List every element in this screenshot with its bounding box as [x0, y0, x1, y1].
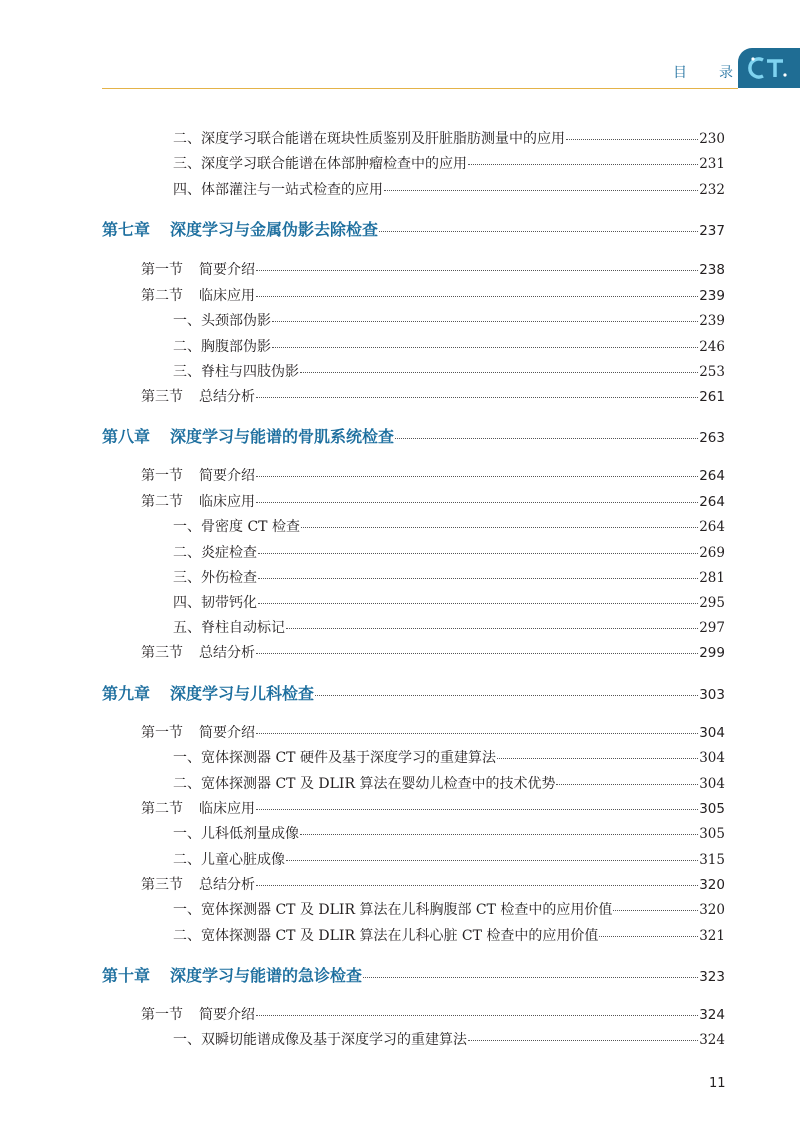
- toc-item-row[interactable]: [173, 336, 725, 356]
- ct-logo-icon: [747, 55, 791, 81]
- dot-leader: [272, 347, 698, 348]
- section-number: 第二节: [141, 288, 183, 304]
- item-title: 二、炎症检查: [173, 545, 257, 561]
- toc-item-row[interactable]: [173, 128, 725, 148]
- dot-leader: [613, 910, 698, 911]
- section-title: 临床应用: [199, 494, 255, 510]
- dot-leader: [256, 397, 698, 398]
- header-title-char: 目: [673, 65, 687, 81]
- header-title-char: 录: [719, 65, 733, 81]
- toc-section-row[interactable]: [141, 1004, 725, 1024]
- toc-item-row[interactable]: [173, 516, 725, 536]
- header-title: [673, 62, 733, 82]
- toc-section-row[interactable]: [141, 642, 725, 662]
- item-title: 一、儿科低剂量成像: [173, 826, 299, 842]
- item-title: 三、深度学习联合能谱在体部肿瘤检查中的应用: [173, 156, 467, 172]
- toc-page-number: 264: [699, 519, 725, 535]
- dot-leader: [384, 190, 698, 191]
- dot-leader: [258, 578, 698, 579]
- item-title: 二、深度学习联合能谱在斑块性质鉴别及肝脏脂肪测量中的应用: [173, 131, 565, 147]
- toc-page-number: 231: [699, 156, 725, 172]
- section-number: 第三节: [141, 389, 183, 405]
- toc-page-number: 281: [699, 570, 725, 586]
- dot-leader: [256, 296, 698, 297]
- chapter-number: 第九章: [102, 684, 151, 703]
- item-title: 四、韧带钙化: [173, 595, 257, 611]
- toc-section-row[interactable]: [141, 259, 725, 279]
- section-title: 简要介绍: [199, 725, 255, 741]
- dot-leader: [272, 321, 698, 322]
- section-title: 简要介绍: [199, 262, 255, 278]
- dot-leader: [256, 733, 698, 734]
- dot-leader: [556, 784, 698, 785]
- dot-leader: [300, 834, 698, 835]
- toc-section-row[interactable]: [141, 722, 725, 742]
- toc-page-number: 323: [699, 969, 725, 985]
- chapter-number: 第七章: [102, 220, 151, 239]
- section-number: 第一节: [141, 262, 183, 278]
- toc-item-row[interactable]: [173, 1029, 725, 1049]
- section-title: 临床应用: [199, 801, 255, 817]
- chapter-number: 第八章: [102, 427, 151, 446]
- toc-page-number: 238: [699, 262, 725, 278]
- chapter-number: 第十章: [102, 966, 151, 985]
- toc-item-row[interactable]: [173, 823, 725, 843]
- item-title: 二、宽体探测器 CT 及 DLIR 算法在婴幼儿检查中的技术优势: [173, 776, 556, 792]
- dot-leader: [599, 936, 698, 937]
- dot-leader: [301, 527, 698, 528]
- toc-section-row[interactable]: [141, 491, 725, 511]
- toc-item-row[interactable]: [173, 179, 725, 199]
- toc-page-number: 239: [699, 288, 725, 304]
- section-number: 第一节: [141, 468, 183, 484]
- section-title: 简要介绍: [199, 468, 255, 484]
- item-title: 一、头颈部伪影: [173, 313, 271, 329]
- toc-page-number: 321: [699, 928, 725, 944]
- toc-section-row[interactable]: [141, 798, 725, 818]
- toc-page-number: 264: [699, 468, 725, 484]
- section-title: 总结分析: [199, 645, 255, 661]
- toc-section-row[interactable]: [141, 285, 725, 305]
- toc-page-number: 324: [699, 1032, 725, 1048]
- section-title: 总结分析: [199, 389, 255, 405]
- toc-item-row[interactable]: [173, 567, 725, 587]
- toc-chapter-row[interactable]: [102, 963, 725, 986]
- toc-page-number: 324: [699, 1007, 725, 1023]
- chapter-title: 深度学习与金属伪影去除检查: [170, 220, 379, 239]
- header-rule: [102, 88, 738, 89]
- dot-leader: [256, 502, 698, 503]
- item-title: 一、宽体探测器 CT 硬件及基于深度学习的重建算法: [173, 750, 496, 766]
- toc-page-number: 239: [699, 313, 725, 329]
- toc-page-number: 269: [699, 545, 725, 561]
- dot-leader: [256, 476, 698, 477]
- toc-page-number: 237: [699, 223, 725, 239]
- toc-page-number: 295: [699, 595, 725, 611]
- dot-leader: [258, 603, 698, 604]
- item-title: 二、胸腹部伪影: [173, 339, 271, 355]
- dot-leader: [256, 653, 698, 654]
- section-title: 简要介绍: [199, 1007, 255, 1023]
- chapter-title: 深度学习与儿科检查: [170, 684, 315, 703]
- item-title: 一、骨密度 CT 检查: [173, 519, 300, 535]
- toc-section-row[interactable]: [141, 874, 725, 894]
- dot-leader: [379, 231, 698, 232]
- dot-leader: [258, 553, 698, 554]
- toc-chapter-row[interactable]: [102, 424, 725, 447]
- toc-item-row[interactable]: [173, 592, 725, 612]
- item-title: 五、脊柱自动标记: [173, 620, 285, 636]
- toc-item-row[interactable]: [173, 361, 725, 381]
- page-number: 11: [709, 1076, 726, 1091]
- dot-leader: [256, 809, 698, 810]
- toc-chapter-row[interactable]: [102, 217, 725, 240]
- toc-page-number: 299: [699, 645, 725, 661]
- dot-leader: [256, 1015, 698, 1016]
- toc-page-number: 261: [699, 389, 725, 405]
- toc-item-row[interactable]: [173, 925, 725, 945]
- toc-page-number: 304: [699, 750, 725, 766]
- dot-leader: [468, 164, 698, 165]
- section-title: 临床应用: [199, 288, 255, 304]
- dot-leader: [300, 372, 698, 373]
- toc-page-number: 297: [699, 620, 725, 636]
- toc-page-number: 230: [699, 131, 725, 147]
- toc-page-number: 304: [699, 776, 725, 792]
- toc-page-number: 253: [699, 364, 725, 380]
- toc-page-number: 263: [699, 430, 725, 446]
- toc-page-number: 304: [699, 725, 725, 741]
- section-number: 第二节: [141, 801, 183, 817]
- item-title: 二、宽体探测器 CT 及 DLIR 算法在儿科心脏 CT 检查中的应用价值: [173, 928, 599, 944]
- toc-item-row[interactable]: [173, 617, 725, 637]
- item-title: 二、儿童心脏成像: [173, 852, 285, 868]
- dot-leader: [286, 860, 698, 861]
- toc-page-number: 305: [699, 801, 725, 817]
- chapter-title: 深度学习与能谱的急诊检查: [170, 966, 363, 985]
- toc-item-row[interactable]: [173, 747, 725, 767]
- dot-leader: [395, 438, 698, 439]
- dot-leader: [286, 628, 698, 629]
- section-number: 第一节: [141, 1007, 183, 1023]
- section-number: 第二节: [141, 494, 183, 510]
- dot-leader: [566, 139, 698, 140]
- toc-page-number: 315: [699, 852, 725, 868]
- dot-leader: [497, 758, 698, 759]
- toc-page-number: 305: [699, 826, 725, 842]
- section-number: 第一节: [141, 725, 183, 741]
- toc-page-number: 246: [699, 339, 725, 355]
- item-title: 一、双瞬切能谱成像及基于深度学习的重建算法: [173, 1032, 467, 1048]
- toc-item-row[interactable]: [173, 153, 725, 173]
- dot-leader: [256, 270, 698, 271]
- toc-section-row[interactable]: [141, 386, 725, 406]
- chapter-title: 深度学习与能谱的骨肌系统检查: [170, 427, 395, 446]
- dot-leader: [315, 695, 698, 696]
- toc-page-number: 320: [699, 877, 725, 893]
- toc-item-row[interactable]: [173, 773, 725, 793]
- toc-page-number: 303: [699, 687, 725, 703]
- toc-item-row[interactable]: [173, 310, 725, 330]
- toc-page-number: 264: [699, 494, 725, 510]
- toc-page-number: 232: [699, 182, 725, 198]
- dot-leader: [363, 977, 698, 978]
- toc-chapter-row[interactable]: [102, 681, 725, 704]
- item-title: 三、脊柱与四肢伪影: [173, 364, 299, 380]
- ct-logo: [738, 48, 800, 88]
- toc-page-number: 320: [699, 902, 725, 918]
- item-title: 四、体部灌注与一站式检查的应用: [173, 182, 383, 198]
- item-title: 一、宽体探测器 CT 及 DLIR 算法在儿科胸腹部 CT 检查中的应用价值: [173, 902, 613, 918]
- dot-leader: [468, 1040, 698, 1041]
- toc-item-row[interactable]: [173, 542, 725, 562]
- section-number: 第三节: [141, 645, 183, 661]
- toc-section-row[interactable]: [141, 465, 725, 485]
- item-title: 三、外伤检查: [173, 570, 257, 586]
- dot-leader: [256, 885, 698, 886]
- toc-item-row[interactable]: [173, 849, 725, 869]
- section-number: 第三节: [141, 877, 183, 893]
- toc-item-row[interactable]: [173, 899, 725, 919]
- section-title: 总结分析: [199, 877, 255, 893]
